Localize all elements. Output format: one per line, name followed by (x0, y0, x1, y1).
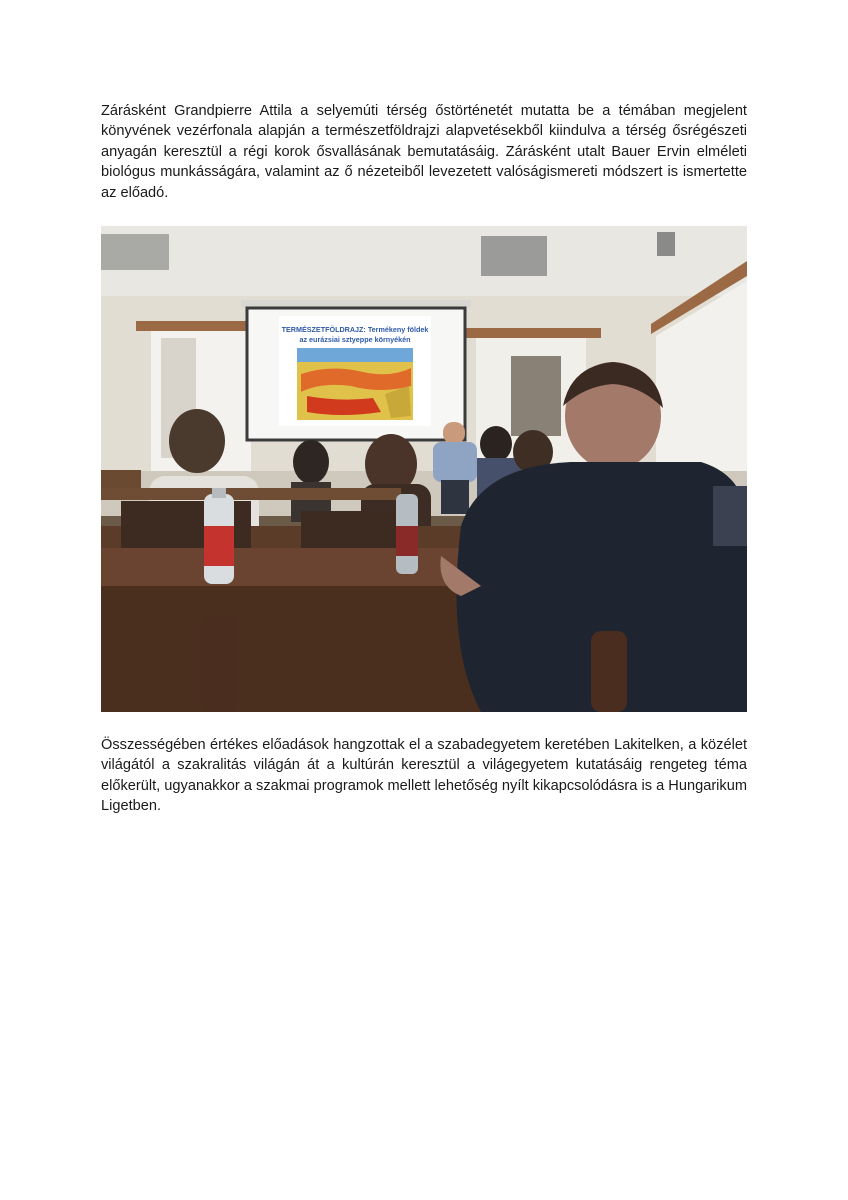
chair-front-left (201, 616, 237, 712)
ceiling-vent-left (101, 234, 169, 270)
slide-title-line1: TERMÉSZETFÖLDRAJZ: Termékeny földek (281, 325, 429, 334)
presenter-head (443, 422, 465, 444)
lecture-photo (101, 226, 747, 712)
presenter (433, 442, 477, 482)
ceiling-vent-center (481, 236, 547, 276)
paragraph-summary: Összességében értékes előadások hangzottak el a szabadegyetem keretében Lakitelken, a közélet világától a szakralitás világán át a kultúrán keresztül a világegyetem kutatásáig rengeteg téma előkerült, ugyanakkor a szakmai programok mellett lehetőség nyílt kikapcsolódásra is a Hungarikum Ligetben. (101, 737, 747, 815)
audience-woman-left (169, 409, 225, 473)
paragraph-closing-lecture: Zárásként Grandpierre Attila a selyemúti térség őstörténetét mutatta be a témában megjelent könyvének vezérfonala alapján a természetföldrajzi alapvetésekből kiindulva a térség ősrégészeti anyagán keresztül a régi korok ősvallásának bemutatásáig. Zárásként utalt Bauer Ervin elméleti biológus munkásságára, valamint az ő nézeteiből levezetett valóságismereti módszert is ismertette az előadó. (101, 103, 747, 201)
chair-front-right (591, 631, 627, 712)
slide-title-line2: az eurázsiai sztyeppe környékén (299, 335, 411, 344)
